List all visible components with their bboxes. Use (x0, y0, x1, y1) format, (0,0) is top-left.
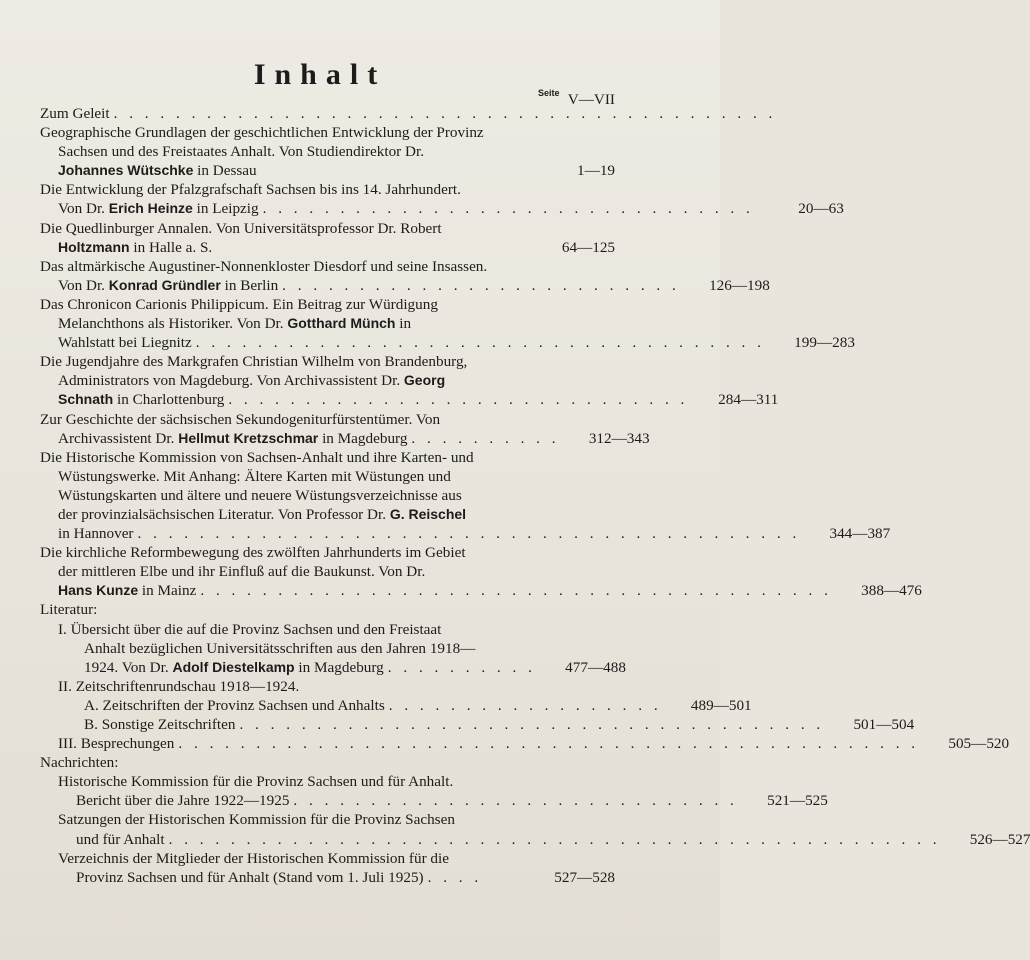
entry-title: Historische Kommission für die Provinz Sachsen und für Anhalt. (58, 773, 454, 791)
entry-title-cont: Melanchthons als Historiker. Von Dr. Gotthard Münch in (58, 315, 412, 333)
entry-title: Die Entwicklung der Pfalzgrafschaft Sachsen bis ins 14. Jahrhundert. (40, 181, 461, 199)
entry-author-line: Archivassistent Dr. Hellmut Kretzschmar in Magdeburg (58, 429, 408, 447)
author-name: Johannes Wütschke (58, 162, 194, 179)
leader-dots: . . . . (427, 868, 483, 886)
author-name: Erich Heinze (108, 200, 193, 217)
author-name: Hans Kunze (58, 582, 139, 599)
entry-title: Die kirchliche Reformbewegung des zwölften Jahrhunderts im Gebiet (40, 544, 466, 562)
toc-entry (40, 810, 1030, 848)
entry-title: III. Besprechungen (58, 735, 175, 753)
entry-author-line: Johannes Wütschke in Dessau (58, 162, 257, 180)
entry-title-cont: Wüstungskarten und ältere und neuere Wüstungsverzeichnisse aus (58, 486, 462, 504)
entry-title: A. Zeitschriften der Provinz Sachsen und Anhalts (84, 696, 385, 714)
page-number: 388—476 (861, 582, 922, 600)
entry-author-line: Von Dr. Erich Heinze in Leipzig (58, 200, 259, 218)
toc-entry (40, 295, 855, 352)
section-heading-nachrichten: Nachrichten: (40, 754, 119, 772)
toc-entry (40, 257, 770, 295)
entry-title: B. Sonstige Zeitschriften (84, 716, 236, 733)
leader-dots: . . . . . . . . . . . . . . . . . . . . . . . . . . . . . . . . (262, 200, 754, 218)
page-number: 505—520 (948, 735, 1010, 753)
page-number: 126—198 (709, 276, 770, 294)
toc-entry (40, 352, 779, 409)
toc-entry (40, 543, 922, 600)
page-number: 1—19 (577, 162, 615, 180)
toc-subheading: II. Zeitschriftenrundschau 1918—1924. (58, 677, 300, 695)
toc-entry (40, 620, 626, 677)
toc-entry (40, 715, 915, 734)
entry-author-line: Von Dr. Konrad Gründler in Berlin (58, 276, 279, 294)
entry-title: Das altmärkische Augustiner-Nonnenkloster Diesdorf und seine Insassen. (40, 257, 488, 275)
page-number: 526—527 (969, 830, 1030, 848)
page-title: Inhalt (253, 58, 387, 91)
leader-dots: . . . . . . . . . . . . . . . . . . . . . . . . . . . . . . . . . . . . . . . . . (200, 582, 832, 600)
entry-title: Die Historische Kommission von Sachsen-Anhalt und ihre Karten- und (40, 448, 474, 466)
entry-title: I. Übersicht über die auf die Provinz Sachsen und den Freistaat (58, 620, 442, 638)
leader-dots: . . . . . . . . . . . . . . . . . . . . . . . . . . . . . . . . . . . . . . . . . . . . . . . . . . (168, 830, 941, 848)
leader-dots: . . . . . . . . . . (387, 658, 536, 676)
page-number: V—VII (567, 91, 615, 108)
author-name: Adolf Diestelkamp (172, 658, 295, 675)
toc-entry (40, 448, 891, 543)
page-number: 199—283 (794, 334, 855, 352)
author-name: Hellmut Kretzschmar (178, 429, 319, 446)
page-number: 284—311 (718, 391, 779, 409)
entry-title: Satzungen der Historischen Kommission für die Provinz Sachsen (58, 811, 455, 829)
author-name: Konrad Gründler (108, 276, 221, 293)
leader-dots: . . . . . . . . . . . . . . . . . . . . . . . . . . (282, 276, 680, 294)
entry-title: Die Quedlinburger Annalen. Von Universitätsprofessor Dr. Robert (40, 219, 442, 237)
entry-author-line: Wahlstatt bei Liegnitz (58, 334, 192, 352)
leader-dots: . . . . . . . . . . . . . . . . . . . . . . . . . . . . . . (228, 391, 689, 409)
page-number: 477—488 (565, 658, 626, 676)
leader-dots: . . . . . . . . . . . . . . . . . . . . . . . . . . . . . . . . . . . . . (195, 334, 765, 352)
entry-title-cont: Wüstungswerke. Mit Anhang: Ältere Karten mit Wüstungen und (58, 467, 451, 485)
author-name: Schnath (58, 391, 114, 408)
entry-title-cont: Provinz Sachsen und für Anhalt (Stand vom 1. Juli 1925) (76, 868, 424, 886)
entry-title: Zum Geleit (40, 105, 110, 122)
page-column-header: Seite (538, 88, 560, 98)
entry-title-cont: Bericht über die Jahre 1922—1925 (76, 792, 290, 810)
toc-entry (40, 123, 615, 180)
section-heading-literatur: Literatur: (40, 601, 98, 619)
leader-dots: . . . . . . . . . . . . . . . . . . . . . . . . . . . . . (293, 792, 738, 810)
entry-author-line: in Hannover (58, 525, 134, 543)
entry-title-cont: Anhalt bezüglichen Universitätsschriften aus den Jahren 1918— (84, 639, 476, 657)
toc-entry (40, 219, 615, 257)
entry-author-line: Holtzmann in Halle a. S. (58, 238, 213, 256)
entry-title: Die Jugendjahre des Markgrafen Christian Wilhelm von Brandenburg, (40, 353, 468, 371)
entry-title-cont: der mittleren Elbe und ihr Einfluß auf die Baukunst. Von Dr. (58, 563, 426, 581)
leader-dots: . . . . . . . . . . . . . . . . . . . . . . . . . . . . . . . . . . . . . . . . . . . (137, 525, 801, 543)
author-name: Georg (403, 372, 446, 389)
toc-entry (40, 849, 615, 887)
entry-title: Das Chronicon Carionis Philippicum. Ein Beitrag zur Würdigung (40, 295, 438, 313)
leader-dots: . . . . . . . . . . . . . . . . . . . . . . . . . . . . . . . . . . . . . . . . . . . . . . . . (178, 735, 920, 753)
leader-dots: . . . . . . . . . . . . . . . . . . . . . . . . . . . . . . . . . . . . . . (239, 716, 825, 733)
page-number: 521—525 (767, 792, 828, 810)
leader-dots: . . . . . . . . . . . . . . . . . . (388, 696, 662, 714)
entry-title: Verzeichnis der Mitglieder der Historischen Kommission für die (58, 849, 449, 867)
entry-title: Geographische Grundlagen der geschichtlichen Entwicklung der Provinz (40, 124, 484, 142)
toc-entry (40, 734, 1010, 753)
entry-title-cont: Administrators von Magdeburg. Von Archivassistent Dr. Georg (58, 372, 446, 390)
entry-author-line: Schnath in Charlottenburg (58, 391, 225, 409)
entry-title-cont: der provinzialsächsischen Literatur. Von Professor Dr. G. Reischel (58, 505, 467, 523)
author-name: Holtzmann (58, 238, 130, 255)
toc-entry (40, 410, 650, 448)
entry-author-line: 1924. Von Dr. Adolf Diestelkamp in Magdeburg (84, 658, 384, 676)
entry-title: Zur Geschichte der sächsischen Sekundogeniturfürstentümer. Von (40, 410, 441, 428)
author-name: G. Reischel (389, 505, 467, 522)
entry-title-cont: und für Anhalt (76, 830, 165, 848)
page-number: 501—504 (853, 716, 915, 733)
page-number: 344—387 (829, 525, 891, 543)
leader-dots: . . . . . . . . . . (411, 429, 560, 447)
page-number: 312—343 (588, 429, 650, 447)
toc-entry (40, 772, 828, 810)
page-number: 489—501 (690, 696, 752, 714)
entry-title-cont: Sachsen und des Freistaates Anhalt. Von Studiendirektor Dr. (58, 143, 425, 161)
toc-entry (40, 180, 844, 218)
page-number: 64—125 (561, 238, 615, 256)
author-name: Gotthard Münch (287, 315, 396, 332)
page-number: 527—528 (554, 868, 615, 886)
page-number: 20—63 (798, 200, 844, 218)
toc-entry (40, 696, 752, 715)
entry-author-line: Hans Kunze in Mainz (58, 582, 197, 600)
leader-dots: . . . . . . . . . . . . . . . . . . . . . . . . . . . . . . . . . . . . . . . . . . . (113, 105, 777, 122)
